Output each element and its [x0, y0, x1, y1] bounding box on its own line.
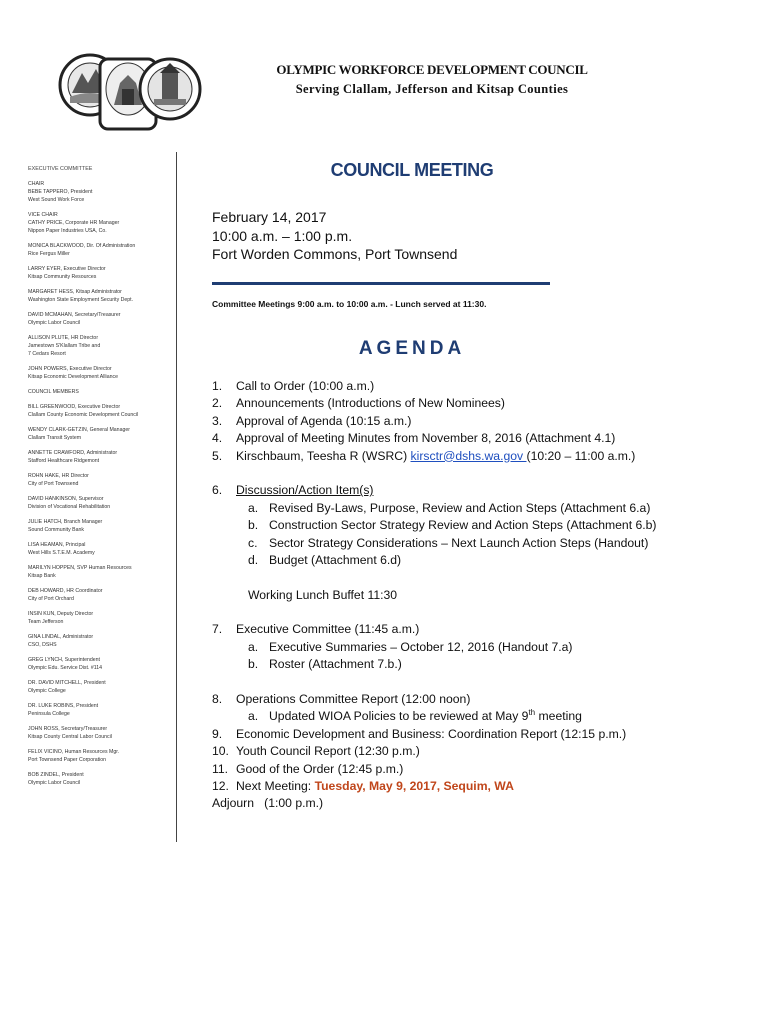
roster-line: Clallam Transit System	[28, 435, 82, 441]
item-number: 6.	[212, 483, 223, 498]
agenda-list	[212, 378, 757, 813]
next-meeting-label: Next Meeting:	[236, 778, 315, 793]
subitem-text: Roster (Attachment 7.b.)	[269, 657, 402, 672]
ordinal-suffix: th	[528, 708, 536, 718]
roster-entry	[28, 311, 178, 327]
organization-title: OLYMPIC WORKFORCE DEVELOPMENT COUNCIL	[276, 62, 588, 77]
agenda-item	[212, 430, 757, 447]
agenda-item	[212, 778, 757, 795]
roster-line: Kitsap Community Resources	[28, 274, 97, 280]
item-number: 12.	[212, 778, 229, 793]
agenda-heading: AGENDA	[358, 338, 466, 359]
roster-line: LARRY EYER, Executive Director	[28, 266, 106, 272]
item-number: 10.	[212, 744, 229, 759]
roster-entry	[28, 426, 178, 442]
adjourn-line: Adjourn (1:00 p.m.)	[212, 796, 324, 811]
roster-entry	[28, 472, 178, 488]
roster-entry	[28, 748, 178, 764]
subitem-text: Sector Strategy Considerations – Next Launch Action Steps (Handout)	[269, 535, 649, 550]
subitem-text: Construction Sector Strategy Review and Action Steps (Attachment 6.b)	[269, 518, 657, 533]
email-link[interactable]: kirsctr@dshs.wa.gov	[410, 448, 527, 463]
item-text: Good of the Order (12:45 p.m.)	[236, 761, 404, 776]
agenda-subitem	[212, 708, 757, 725]
roster-line: Jamestown S'Klallam Tribe and	[28, 343, 101, 349]
meeting-title: COUNCIL MEETING	[330, 160, 494, 180]
roster-line: Kitsap County Central Labor Council	[28, 734, 112, 740]
item-text: Youth Council Report (12:30 p.m.)	[236, 744, 420, 759]
roster-line: INSIN KUN, Deputy Director	[28, 611, 94, 617]
subitem-text-post: meeting	[535, 709, 582, 724]
roster-entry	[28, 288, 178, 304]
subitem-text	[269, 708, 582, 725]
roster-line: Division of Vocational Rehabilitation	[28, 504, 111, 510]
roster-line: Olympic Edu. Service Dist. #114	[28, 665, 102, 671]
roster-line: DR. LUKE ROBINS, President	[28, 703, 99, 709]
item-text: Discussion/Action Item(s)	[236, 483, 374, 498]
roster-entry	[28, 771, 178, 787]
item-text: Operations Committee Report (12:00 noon)	[236, 692, 471, 707]
roster-line: Sound Community Bank	[28, 527, 84, 533]
roster-line: CHAIR	[28, 181, 45, 187]
subitem-text: Budget (Attachment 6.d)	[269, 552, 402, 567]
roster-line: ROHN HAKE, HR Director	[28, 473, 89, 479]
roster-entry	[28, 211, 178, 235]
roster-entry	[28, 633, 178, 649]
agenda-item	[212, 621, 757, 638]
agenda-item	[212, 378, 757, 395]
roster-list	[28, 180, 178, 787]
item-text-pre: Kirschbaum, Teesha R (WSRC)	[236, 448, 411, 463]
agenda-item	[212, 395, 757, 412]
subitem-letter: d.	[248, 552, 259, 567]
roster-entry	[28, 610, 178, 626]
roster-line: CATHY PRICE, Corporate HR Manager	[28, 220, 120, 226]
agenda-item	[212, 761, 757, 778]
roster-line: City of Port Orchard	[28, 596, 74, 602]
roster-sidebar	[28, 165, 178, 794]
agenda-subitem	[212, 500, 757, 517]
roster-entry	[28, 265, 178, 281]
roster-entry	[28, 334, 178, 358]
roster-line: Olympic Labor Council	[28, 780, 81, 786]
roster-entry	[28, 449, 178, 465]
subitem-text-pre: Updated WIOA Policies to be reviewed at May 9	[269, 709, 529, 724]
lunch-note: Working Lunch Buffet 11:30	[248, 587, 398, 602]
roster-heading: EXECUTIVE COMMITTEE	[28, 166, 93, 172]
agenda-item	[212, 743, 757, 760]
roster-line: ANNETTE CRAWFORD, Administrator	[28, 450, 118, 456]
roster-line: Kitsap Bank	[28, 573, 56, 579]
roster-line: JULIE HATCH, Branch Manager	[28, 519, 103, 525]
item-number: 7.	[212, 622, 223, 637]
roster-entry	[28, 587, 178, 603]
roster-line: Peninsula College	[28, 711, 70, 717]
roster-line: WENDY CLARK-GETZIN, General Manager	[28, 427, 130, 433]
item-text: Call to Order (10:00 a.m.)	[236, 379, 375, 393]
roster-line: BOB ZINDEL, President	[28, 772, 84, 778]
subitem-letter: a.	[248, 709, 259, 724]
subitem-text: Revised By-Laws, Purpose, Review and Action Steps (Attachment 6.a)	[269, 500, 651, 515]
roster-line: MONICA BLACKWOOD, Dir. Of Administration	[28, 243, 136, 249]
organization-subtitle: Serving Clallam, Jefferson and Kitsap Counties	[295, 82, 569, 96]
roster-line: COUNCIL MEMBERS	[28, 389, 79, 395]
roster-line: BEBE TAPPERO, President	[28, 189, 93, 195]
item-number: 11.	[212, 761, 229, 776]
roster-line: West Hills S.T.E.M. Academy	[28, 550, 95, 556]
agenda-subitem	[212, 535, 757, 552]
roster-line: Nippon Paper Industries USA, Co.	[28, 228, 107, 234]
roster-line: GINA LINDAL, Administrator	[28, 634, 94, 640]
item-number: 1.	[212, 379, 223, 393]
subitem-letter: a.	[248, 639, 259, 654]
agenda-subitem	[212, 656, 757, 673]
item-number: 8.	[212, 692, 223, 707]
roster-line: DR. DAVID MITCHELL, President	[28, 680, 106, 686]
roster-entry	[28, 242, 178, 258]
item-text	[236, 778, 514, 795]
roster-entry	[28, 388, 178, 396]
roster-line: Olympic Labor Council	[28, 320, 81, 326]
agenda-item	[212, 726, 757, 743]
roster-line: Washington State Employment Security Dept.	[28, 297, 134, 303]
roster-line: ALLISON PLUTE, HR Director	[28, 335, 99, 341]
roster-line: MARGARET HESS, Kitsap Administrator	[28, 289, 122, 295]
roster-line: Port Townsend Paper Corporation	[28, 757, 107, 763]
meeting-location: Fort Worden Commons, Port Townsend	[212, 246, 458, 262]
roster-entry	[28, 702, 178, 718]
roster-line: GREG LYNCH, Superintendent	[28, 657, 100, 663]
item-number: 4.	[212, 431, 223, 446]
agenda-item	[212, 413, 757, 430]
agenda-subitem	[212, 517, 757, 534]
roster-line: CSO, DSHS	[28, 642, 57, 648]
item-text: Economic Development and Business: Coordination Report (12:15 p.m.)	[236, 726, 627, 741]
roster-line: JOHN ROSS, Secretary/Treasurer	[28, 726, 108, 732]
item-number: 3.	[212, 413, 223, 428]
roster-entry	[28, 541, 178, 557]
agenda-subitem	[212, 639, 757, 656]
item-text	[236, 448, 635, 465]
roster-line: DEB HOWARD, HR Coordinator	[28, 588, 103, 594]
roster-line: Clallam County Economic Development Council	[28, 412, 139, 418]
roster-line: LISA HEAMAN, Principal	[28, 542, 86, 548]
roster-line: DAVID MCMAHAN, Secretary/Treasurer	[28, 312, 121, 318]
next-meeting-date: Tuesday, May 9, 2017, Sequim, WA	[314, 778, 514, 793]
roster-line: Kitsap Economic Development Alliance	[28, 374, 118, 380]
agenda-item	[212, 691, 757, 708]
meeting-time: 10:00 a.m. – 1:00 p.m.	[212, 227, 353, 244]
subitem-letter: c.	[248, 535, 258, 550]
vertical-divider	[176, 152, 177, 842]
item-text-post: (10:20 – 11:00 a.m.)	[526, 448, 636, 463]
roster-line: City of Port Townsend	[28, 481, 79, 487]
item-text: Approval of Meeting Minutes from November 8, 2016 (Attachment 4.1)	[236, 431, 616, 446]
meeting-details	[212, 208, 457, 264]
item-text: Approval of Agenda (10:15 a.m.)	[236, 413, 412, 428]
roster-entry	[28, 518, 178, 534]
agenda-item	[212, 482, 757, 499]
subitem-letter: b.	[248, 518, 259, 533]
subitem-letter: a.	[248, 500, 259, 515]
item-number: 5.	[212, 448, 223, 463]
item-text: Announcements (Introductions of New Nominees)	[236, 396, 505, 411]
roster-line: Stafford Healthcare Ridgemont	[28, 458, 100, 464]
item-number: 9.	[212, 726, 223, 741]
right-seal-icon	[140, 59, 200, 119]
roster-line: MARILYN HOPPEN, SVP Human Resources	[28, 565, 132, 571]
roster-entry	[28, 365, 178, 381]
roster-entry	[28, 403, 178, 419]
roster-line: DAVID HANKINSON, Supervisor	[28, 496, 104, 502]
subitem-letter: b.	[248, 657, 259, 672]
item-number: 2.	[212, 396, 223, 411]
roster-line: 7 Cedars Resort	[28, 351, 66, 357]
roster-line: BILL GREENWOOD, Executive Director	[28, 404, 121, 410]
roster-line: Rice Fergus Miller	[28, 251, 70, 257]
roster-line: FELIX VICINO, Human Resources Mgr.	[28, 749, 120, 755]
roster-entry	[28, 495, 178, 511]
agenda-item	[212, 448, 757, 465]
roster-line: Olympic College	[28, 688, 66, 694]
item-text: Executive Committee (11:45 a.m.)	[236, 622, 420, 637]
agenda-subitem	[212, 552, 757, 569]
roster-entry	[28, 725, 178, 741]
meeting-date: February 14, 2017	[212, 209, 327, 225]
subitem-text: Executive Summaries – October 12, 2016 (Handout 7.a)	[269, 639, 573, 654]
committee-note: Committee Meetings 9:00 a.m. to 10:00 a.m. - Lunch served at 11:30.	[212, 299, 487, 309]
roster-entry	[28, 180, 178, 204]
roster-entry	[28, 564, 178, 580]
roster-entry	[28, 656, 178, 672]
roster-line: West Sound Work Force	[28, 197, 85, 203]
roster-line: JOHN POWERS, Executive Director	[28, 366, 112, 372]
council-seals-logo	[58, 45, 208, 137]
horizontal-rule	[212, 282, 550, 285]
roster-line: Team Jefferson	[28, 619, 64, 625]
roster-entry	[28, 679, 178, 695]
roster-line: VICE CHAIR	[28, 212, 58, 218]
